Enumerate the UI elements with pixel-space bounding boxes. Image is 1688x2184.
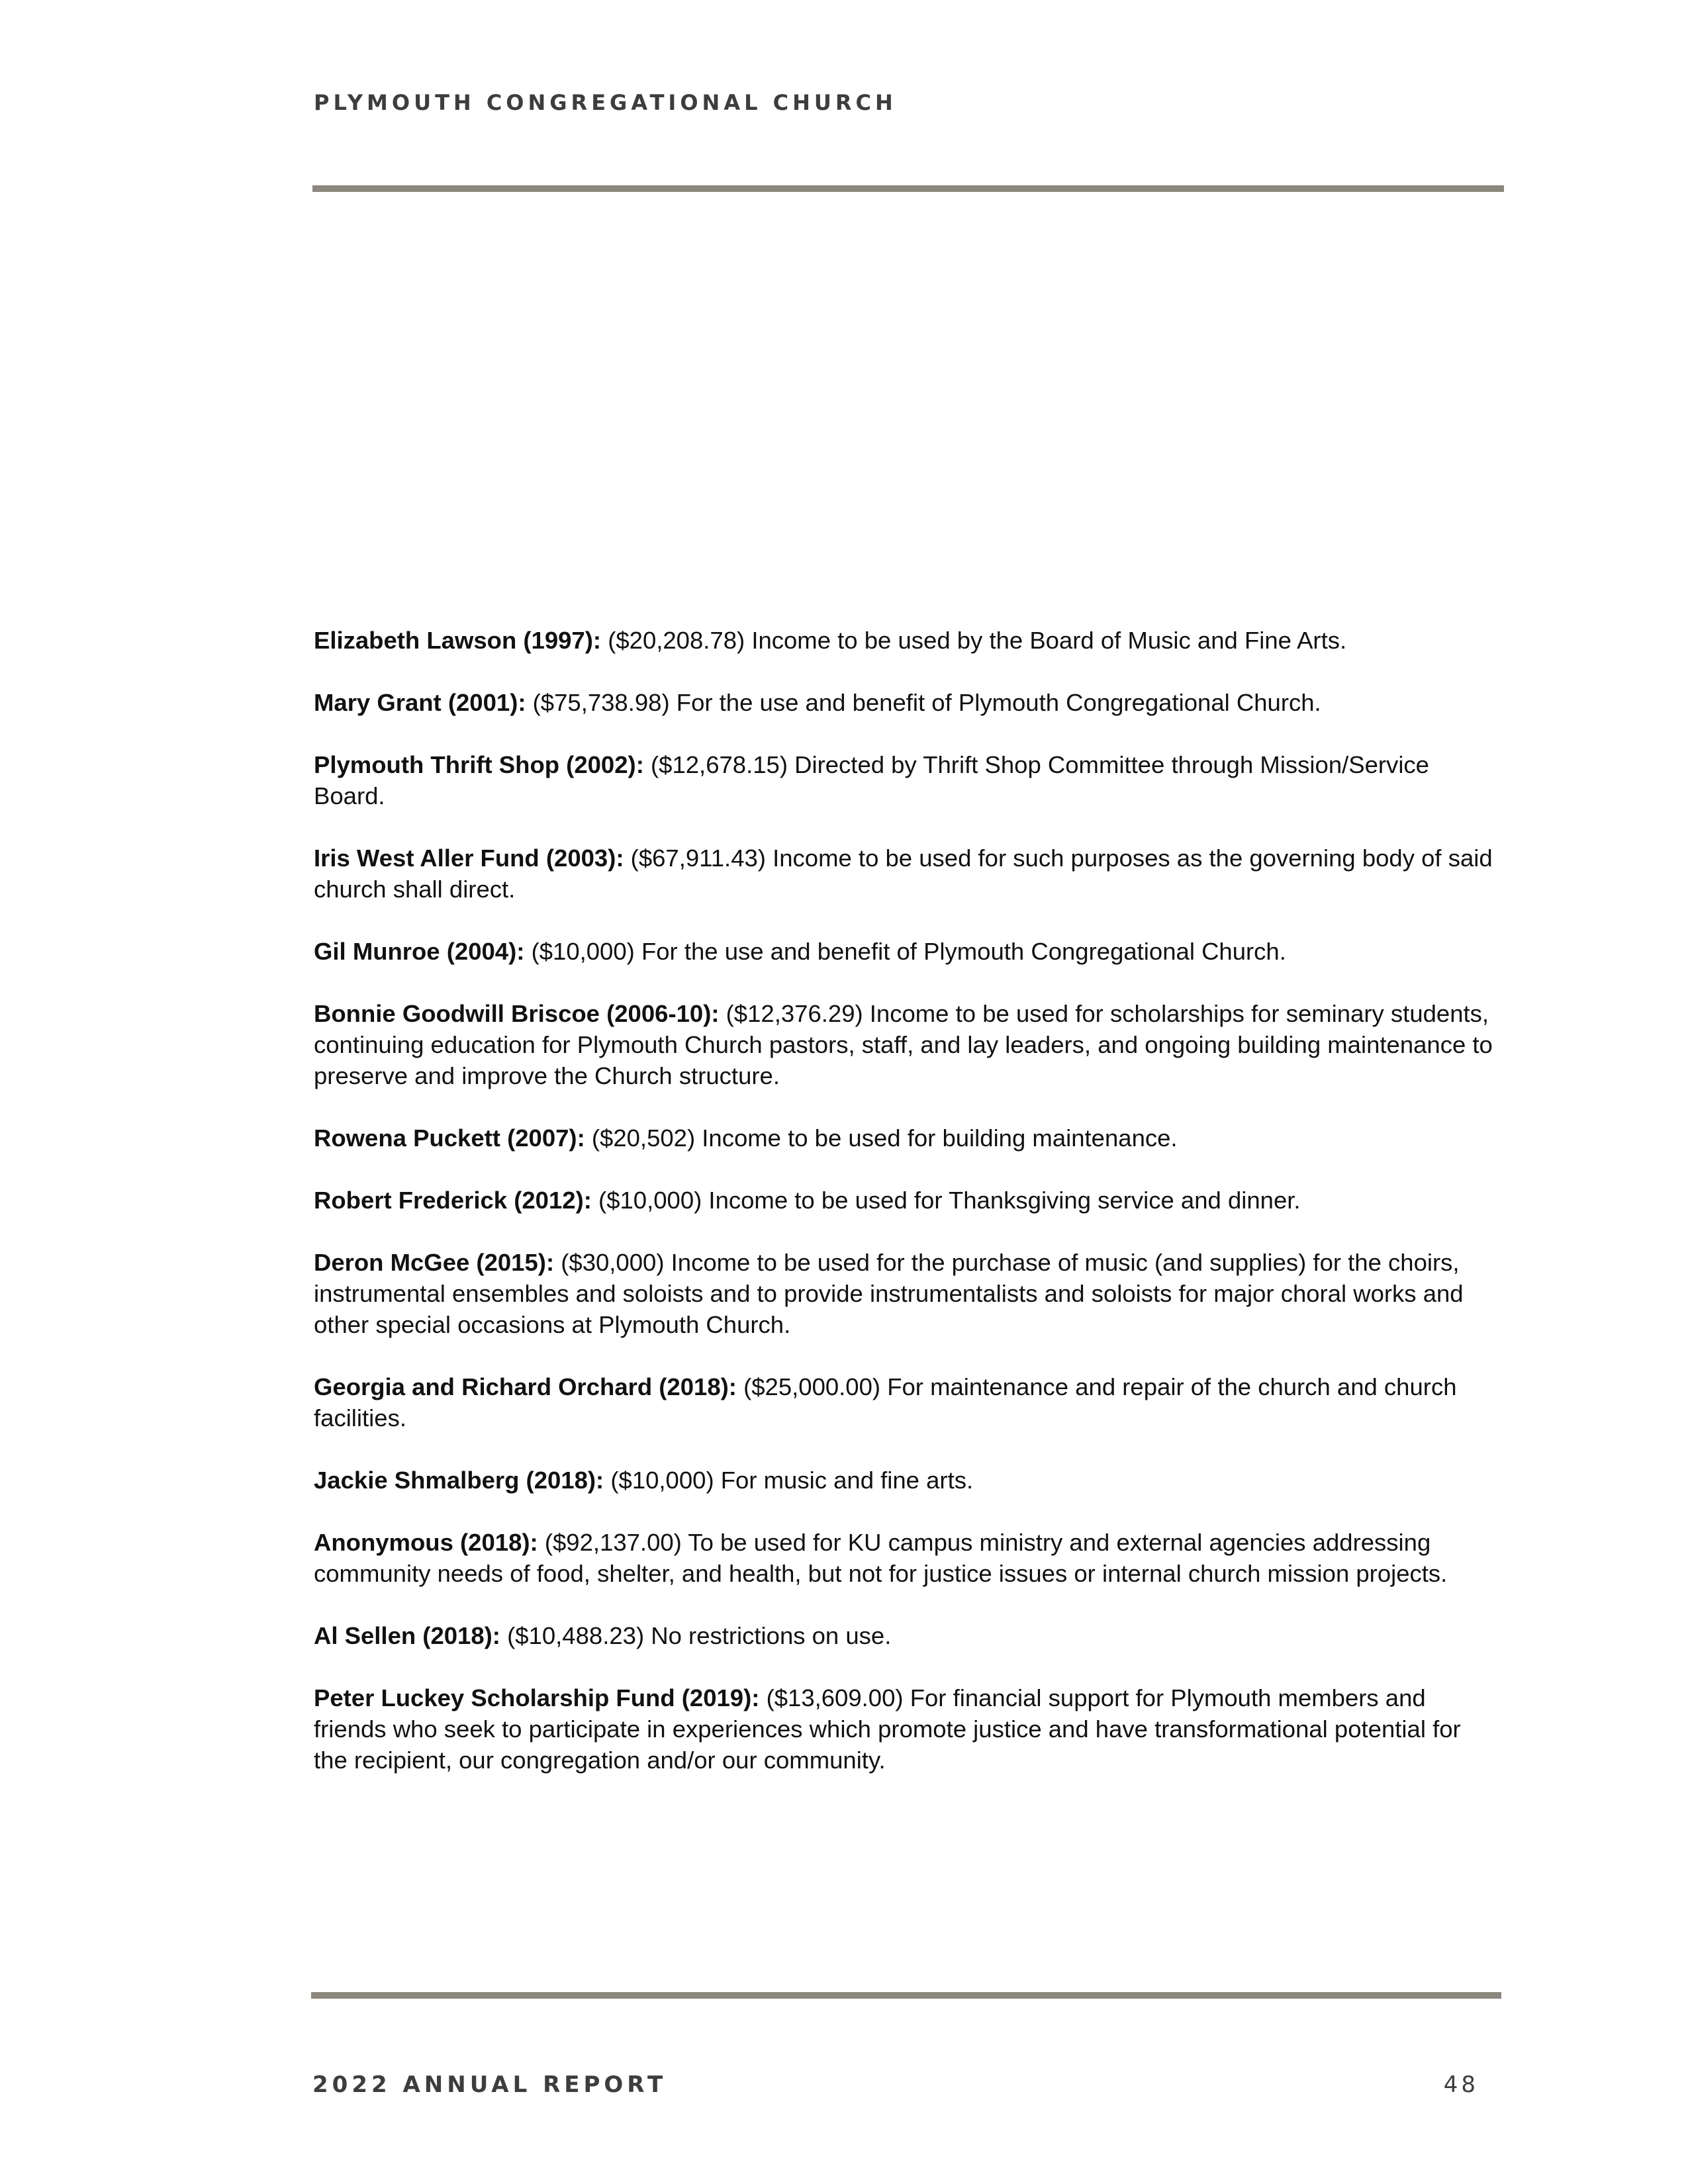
fund-description: ($10,488.23) No restrictions on use.	[500, 1622, 892, 1649]
fund-entry	[314, 998, 1499, 1091]
fund-description: ($30,000) Income to be used for the purchase of music (and supplies) for the choirs, instrumental ensembles and soloists and to provide instrumentalists and soloists for major choral works and other special occasions at Plymouth Church.	[314, 1249, 1464, 1338]
footer-report-label: 2022 ANNUAL REPORT	[312, 2071, 667, 2098]
fund-entry	[314, 1122, 1499, 1154]
fund-entry	[314, 936, 1499, 967]
footer-divider	[311, 1992, 1501, 1999]
fund-name: Plymouth Thrift Shop (2002):	[314, 751, 644, 778]
fund-entry	[314, 1682, 1499, 1776]
fund-description: ($10,000) For music and fine arts.	[604, 1467, 974, 1494]
fund-name: Iris West Aller Fund (2003):	[314, 844, 624, 872]
fund-description: ($10,000) For the use and benefit of Plymouth Congregational Church.	[524, 938, 1286, 965]
fund-description: ($13,609.00) For financial support for Plymouth members and friends who seek to participate in experiences which promote justice and have transformational potential for the recipient, our congregation and/or our community.	[314, 1684, 1461, 1774]
fund-name: Bonnie Goodwill Briscoe (2006-10):	[314, 1000, 720, 1027]
fund-entry	[314, 687, 1499, 718]
fund-description: ($20,208.78) Income to be used by the Board of Music and Fine Arts.	[601, 627, 1347, 654]
fund-entry	[314, 749, 1499, 811]
fund-name: Jackie Shmalberg (2018):	[314, 1467, 604, 1494]
fund-description: ($25,000.00) For maintenance and repair of the church and church facilities.	[314, 1373, 1457, 1432]
fund-name: Al Sellen (2018):	[314, 1622, 500, 1649]
page-number: 48	[1443, 2071, 1479, 2098]
fund-description: ($10,000) Income to be used for Thanksgiving service and dinner.	[591, 1187, 1301, 1214]
fund-description: ($12,376.29) Income to be used for scholarships for seminary students, continuing education for Plymouth Church pastors, staff, and lay leaders, and ongoing building maintenance to preserve and improve the Church structure.	[314, 1000, 1493, 1089]
fund-entry	[314, 1247, 1499, 1340]
fund-entry	[314, 625, 1499, 656]
fund-entry	[314, 1185, 1499, 1216]
fund-entry	[314, 1371, 1499, 1433]
fund-entry	[314, 1620, 1499, 1651]
fund-description: ($20,502) Income to be used for building maintenance.	[585, 1124, 1178, 1152]
fund-entry	[314, 1465, 1499, 1496]
fund-name: Rowena Puckett (2007):	[314, 1124, 585, 1152]
fund-description: ($75,738.98) For the use and benefit of Plymouth Congregational Church.	[526, 689, 1321, 716]
fund-entry	[314, 1527, 1499, 1589]
fund-name: Gil Munroe (2004):	[314, 938, 525, 965]
fund-entry	[314, 842, 1499, 905]
fund-name: Elizabeth Lawson (1997):	[314, 627, 602, 654]
fund-name: Georgia and Richard Orchard (2018):	[314, 1373, 737, 1400]
fund-name: Peter Luckey Scholarship Fund (2019):	[314, 1684, 760, 1711]
fund-name: Robert Frederick (2012):	[314, 1187, 592, 1214]
fund-description: ($92,137.00) To be used for KU campus ministry and external agencies addressing community needs of food, shelter, and health, but not for justice issues or internal church mission projects.	[314, 1529, 1448, 1587]
fund-description: ($12,678.15) Directed by Thrift Shop Committee through Mission/Service Board.	[314, 751, 1429, 809]
fund-description: ($67,911.43) Income to be used for such purposes as the governing body of said church shall direct.	[314, 844, 1493, 903]
page-header-title: PLYMOUTH CONGREGATIONAL CHURCH	[314, 90, 897, 115]
header-divider	[312, 185, 1504, 192]
fund-name: Deron McGee (2015):	[314, 1249, 555, 1276]
fund-name: Anonymous (2018):	[314, 1529, 538, 1556]
endowment-fund-list	[314, 625, 1499, 1807]
fund-name: Mary Grant (2001):	[314, 689, 526, 716]
